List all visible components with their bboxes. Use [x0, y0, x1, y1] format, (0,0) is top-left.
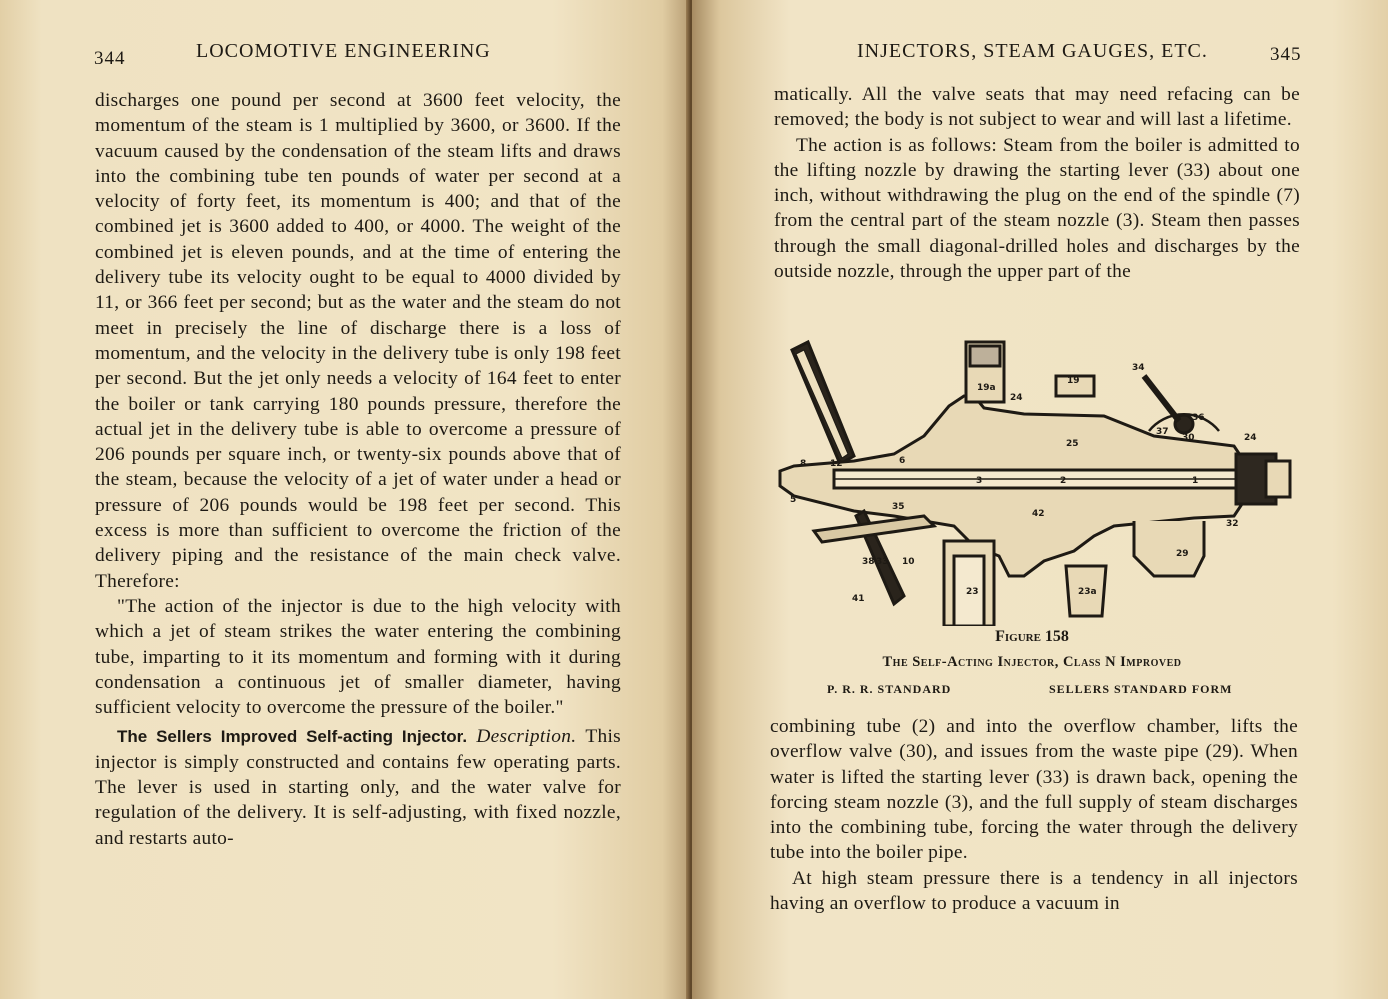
running-head: INJECTORS, STEAM GAUGES, ETC. — [857, 40, 1208, 62]
page-number: 345 — [1270, 44, 1302, 65]
part-number-label: 34 — [1132, 363, 1145, 373]
page-number: 344 — [94, 48, 126, 69]
part-number-label: 6 — [899, 456, 906, 466]
part-number-label: 3 — [976, 476, 983, 486]
section-subtitle: Description. — [476, 726, 577, 748]
right-page — [692, 0, 1388, 999]
part-number-label: 1 — [1192, 476, 1199, 486]
part-number-label: 29 — [1176, 549, 1189, 559]
part-number-label: 36 — [1192, 413, 1205, 423]
paragraph: The action is as follows: Steam from the boiler is admitted to the lifting nozzle by drawing the starting lever (33) about one inch, without withdrawing the plug on the end of the spindle (7) from the central part of the steam nozzle (3). Steam then passes through the small diagonal-drilled holes and discharges by the outside nozzle, through the upper part of the — [774, 134, 1300, 283]
left-body-text — [95, 88, 621, 851]
part-number-label: 5 — [790, 495, 797, 505]
part-number-label: 12 — [830, 459, 843, 469]
part-number-label: 8 — [800, 459, 807, 469]
part-number-label: 24 — [1010, 393, 1023, 403]
right-body-text-top — [774, 82, 1300, 284]
injector-diagram — [774, 336, 1294, 626]
right-body-text-bottom — [770, 714, 1298, 916]
part-number-label: 32 — [1226, 519, 1239, 529]
part-number-label: 19a — [977, 383, 996, 393]
left-page — [0, 0, 690, 999]
part-number-label: 19 — [1067, 376, 1080, 386]
section-title: The Sellers Improved Self-acting Injector. — [117, 727, 468, 747]
figure-label: Figure 158 — [995, 628, 1069, 645]
part-number-label: 37 — [1156, 427, 1169, 437]
quote-paragraph: "The action of the injector is due to the high velocity with which a jet of steam strikes the water entering the combining tube, imparting to it its momentum and forming with it during condensation a continuous jet of smaller diameter, having sufficient velocity to overcome the pressure of the boiler." — [95, 595, 621, 719]
part-number-label: 2 — [1060, 476, 1067, 486]
part-number-label: 35 — [892, 502, 905, 512]
part-number-label: 38 — [862, 557, 875, 567]
running-head: LOCOMOTIVE ENGINEERING — [196, 40, 491, 62]
paragraph: matically. All the valve seats that may need refacing can be removed; the body is not subject to wear and will last a lifetime. — [774, 84, 1300, 131]
paragraph: This injector is simply constructed and contains few operating parts. The lever is used in starting only, and the water valve for regulation of the delivery. It is self-adjusting, with fixed nozzle, and restarts auto- — [95, 726, 621, 849]
figure-title: The Self-Acting Injector, Class N Improved — [882, 654, 1182, 670]
part-number-label: 10 — [902, 557, 915, 567]
part-number-label: 23 — [966, 587, 979, 597]
part-number-label: 23a — [1078, 587, 1097, 597]
part-number-label: 33 — [876, 557, 889, 567]
part-number-label: 25 — [1066, 439, 1079, 449]
figure-caption-right: SELLERS STANDARD FORM — [1049, 682, 1233, 696]
paragraph: At high steam pressure there is a tendency in all injectors having an overflow to produce a vacuum in — [770, 867, 1298, 915]
section-paragraph — [95, 724, 621, 850]
part-number-label: 42 — [1032, 509, 1045, 519]
figure-caption-left: P. R. R. STANDARD — [827, 682, 952, 696]
paragraph: discharges one pound per second at 3600 feet velocity, the momentum of the steam is 1 multiplied by 3600, or 3600. If the vacuum caused by the condensation of the steam lifts and draws into the combining tube ten pounds of water per second at a velocity of forty feet, its momentum is 400; and that of the combined jet is 3600 added to 400, or 4000. The weight of the combined jet is eleven pounds, and at the time of entering the delivery tube its velocity ought to be equal to 4000 divided by 11, or 366 feet per second; but as the water and the steam do not meet in precisely the line of discharge there is a loss of momentum, and the velocity in the delivery tube is only 198 feet per second. But the jet only needs a velocity of 164 feet to enter the boiler or tank carrying 180 pounds pressure, therefore the actual jet in the delivery tube is able to overcome a pressure of 206 pounds per square inch, or twenty-six pounds above that of the steam, because the velocity of a jet of water under a head or pressure of 206 pounds would be 198 feet per second. This excess is more than sufficient to overcome the friction of the delivery piping and the resistance of the main check valve. Therefore: — [95, 90, 621, 592]
part-number-label: 41 — [852, 594, 865, 604]
part-number-label: 24 — [1244, 433, 1257, 443]
part-number-label: 30 — [1182, 433, 1195, 443]
paragraph: combining tube (2) and into the overflow chamber, lifts the overflow valve (30), and issues from the waste pipe (29). When water is lifted the starting lever (33) is drawn back, opening the forcing steam nozzle (3), and the full supply of steam discharges into the combining tube, forcing the water through the delivery tube into the boiler pipe. — [770, 716, 1298, 864]
